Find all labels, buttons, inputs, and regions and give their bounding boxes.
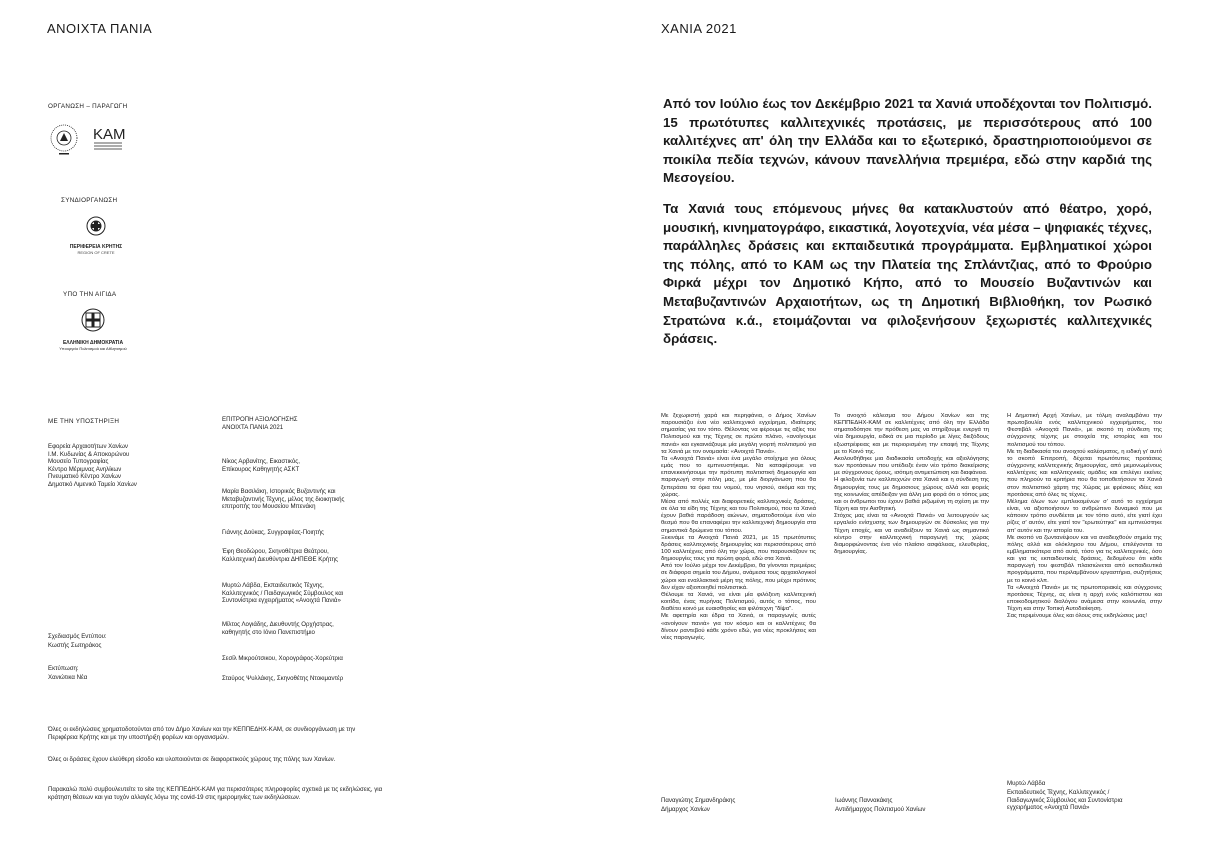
hellenic-subtitle: Υπουργείο Πολιτισμού και Αθλητισμού xyxy=(59,346,127,351)
design-credit-name: Κωστής Σωτηράκος xyxy=(48,642,102,649)
auspices-label: ΥΠΟ ΤΗΝ ΑΙΓΙΔΑ xyxy=(63,291,117,298)
crete-logo-subtitle: REGION OF CRETE xyxy=(77,250,115,255)
crete-region-logo xyxy=(66,215,126,255)
committee-member: Σταύρος Ψυλλάκης, Σκηνοθέτης Ντοκιμαντέρ xyxy=(222,675,344,682)
crete-logo-title: ΠΕΡΙΦΕΡΕΙΑ ΚΡΗΤΗΣ xyxy=(69,244,123,250)
right-page-title: ΧΑΝΙΑ 2021 xyxy=(661,21,737,36)
mayor-signature-name: Παναγιώτης Σημανδηράκης xyxy=(661,797,736,804)
lead-paragraph-2: Τα Χανιά τους επόμενους μήνες θα κατακλυστούν από θέατρο, χορό, μουσική, κινηματογράφο, εικαστικά, λογοτεχνία, νέα μέσα – ψηφιακές τέχνες, παράλληλες δράσεις και εκπαιδευτικά προγράμματα. Εμβληματικοί χώροι της πόλης, από το ΚΑΜ ως την Πλατεία της Σπλάντζιας, από το Φρούριο Φιρκά μέχρι τον Δημοτικό Κήπο, από το Μουσείο Βυζαντινών και Μεταβυζαντινών Αρχαιοτήτων, ως τη Δημοτική Βιβλιοθήκη, τον Ρωσικό Στρατώνα κ.ά., ετοιμάζονται να φιλοξενήσουν ξεχωριστές καλλιτεχνικές δράσεις. xyxy=(663,201,1152,347)
committee-member: Νίκος Αρβανίτης, Εικαστικός, Επίκουρος Καθηγητής ΑΣΚΤ xyxy=(222,458,300,473)
mayor-signature-role: Δήμαρχος Χανίων xyxy=(661,806,710,813)
footer-note: Όλες οι δράσεις έχουν ελεύθερη είσοδο και υλοποιούνται σε διαφορετικούς χώρους της πόλης των Χανίων. xyxy=(48,756,336,763)
organization-label: ΟΡΓΑΝΩΣΗ – ΠΑΡΑΓΩΓΗ xyxy=(48,103,128,110)
committee-member: Μυρτώ Λάβδα, Εκπαιδευτικός Τέχνης, Καλλιτεχνικός / Παιδαγωγικός Σύμβουλος και Συντονίστρια εγχειρήματος «Ανοιχτά Πανιά» xyxy=(222,582,344,605)
footer-note: Όλες οι εκδηλώσεις χρηματοδοτούνται από τον Δήμο Χανίων και την ΚΕΠΠΕΔΗΧ-ΚΑΜ, σε συνδιοργάνωση με την Περιφέρεια Κρήτης και με την υποστήριξη φορέων και οργανισμών. xyxy=(48,726,356,741)
hellenic-title: ΕΛΛΗΝΙΚΗ ΔΗΜΟΚΡΑΤΙΑ xyxy=(62,340,124,346)
kam-logo xyxy=(92,122,128,156)
support-list: Εφορεία Αρχαιοτήτων Χανίων Ι.Μ. Κυδωνίας & Αποκορώνου Μουσείο Τυπογραφίας Κέντρο Μέριμνας Ανηλίκων Πνευματικό Κέντρο Χανίων Δημοτικό Λιμενικό Ταμείο Χανίων xyxy=(48,443,137,488)
coordinator-signature-role: Εκπαιδευτικός Τέχνης, Καλλιτεχνικός / Παιδαγωγικός Σύμβουλος και Συντονίστρια εγχειρήματος «Ανοιχτά Πανιά» xyxy=(1007,789,1123,812)
committee-member: Έφη Θεοδώρου, Σκηνοθέτρια Θεάτρου, Καλλιτεχνική Διευθύντρια ΔΗΠΕΘΕ Κρήτης xyxy=(222,548,338,563)
print-credit-name: Χανιώτικα Νέα xyxy=(48,674,88,681)
kam-logo-text: KAM xyxy=(93,126,126,143)
coordinator-signature-name: Μυρτώ Λάβδα xyxy=(1007,780,1046,787)
committee-member: Σεσίλ Μικρούτσικου, Χορογράφος-Χορεύτρια xyxy=(222,655,343,662)
committee-member: Μίλτος Λογιάδης, Διευθυντής Ορχήστρας, καθηγητής στο Ιόνιο Πανεπιστήμιο xyxy=(222,621,334,636)
coordinator-message: Η Δημοτική Αρχή Χανίων, με τόλμη αναλαμβάνει την πρωτοβουλία ενός καλλιτεχνικού εγχειρήματος, του Φεστιβάλ «Ανοιχτά Πανιά», με σκοπό τη σύνδεση της σύγχρονης τέχνης με στοιχεία της ιστορίας και του πολιτισμού του τόπου. Με τη διαδικασία του ανοιχτού καλέσματος, η ειδική γι' αυτό το σκοπό Επιτροπή, δέχεται πρωτότυπες προτάσεις σύγχρονης καλλιτεχνικής δημιουργίας, από μεμονωμένους καλλιτέχνες και καλλιτεχνικές ομάδες και επιλέγει εκείνες που πληρούν τα κριτήρια που θα τοποθετήσουν τα Χανιά στον πολιτιστικό χάρτη της Χώρας με φρέσκιες ιδέες και προτάσεις από όλες τις τέχνες. Μέλημα όλων των εμπλεκομένων σ' αυτό το εγχείρημα είναι, να αξιοποιήσουν το ανθρώπινο δυναμικό που με κάποιον τρόπο συνδέεται με τον τόπο αυτό, είτε γιατί έχει ρίζες σ' αυτόν, είτε γιατί τον "ερωτεύτηκε" και εμπνεύστηκε απ' αυτόν και την ιστορία του. Με σκοπό να ζωντανέψουν και να αναδειχθούν σημεία της πόλης αλλά και ολόκληρου του Δήμου, επιλέγονται τα εμβληματικότερα από αυτά, τόσο για τις καλλιτεχνικές, όσο και για τις εκπαιδευτικές δράσεις, δεδομένου ότι κάθε παραγωγή του φεστιβάλ πλαισιώνεται από εκπαιδευτικά προγράμματα, που περιλαμβάνουν εργαστήρια, συζητήσεις με το κοινό κλπ. Τα «Ανοιχτά Πανιά» με τις πρωτοποριακές και σύγχρονες προτάσεις Τέχνης, ας είναι η αρχή ενός καλόπιστου και εποικοδομητικού διαλόγου ανάμεσα στην κοινωνία, στην Τέχνη και στην Τοπική Αυτοδιοίκηση. Σας περιμένουμε όλες και όλους στις εκδηλώσεις μας! xyxy=(1007,413,1162,620)
footer-note: Παρακαλώ πολύ συμβουλευτείτε το site της ΚΕΠΠΕΔΗΧ-ΚΑΜ για περισσότερες πληροφορίες σχετικά με τις εκδηλώσεις, για κράτηση θέσεων και για τυχόν αλλαγές λόγω της covid-19 στις ημερομηνίες των εκδηλώσεων. xyxy=(48,786,383,801)
committee-label: ΕΠΙΤΡΟΠΗ ΑΞΙΟΛΟΓΗΣΗΣ ΑΝΟΙΧΤΑ ΠΑΝΙΑ 2021 xyxy=(222,416,298,431)
left-page-title: ΑΝΟΙΧΤΑ ΠΑΝΙΑ xyxy=(47,21,153,36)
lead-paragraph-1: Από τον Ιούλιο έως τον Δεκέμβριο 2021 τα Χανιά υποδέχονται τον Πολιτισμό. 15 πρωτότυπες καλλιτεχνικές προτάσεις, με περισσότερους από 100 καλλιτέχνες απ' όλη την Ελλάδα και το εξωτερικό, δραστηριοποιούμενοι σε ποικίλα πεδία τεχνών, κάνουν πανελλήνια πρεμιέρα, εδώ στην καρδιά της Μεσογείου. xyxy=(663,96,1152,186)
committee-member: Γιάννης Δούκας, Συγγραφέας-Ποιητής xyxy=(222,529,324,536)
deputy-signature-name: Ιωάννης Παννακάκης xyxy=(835,797,893,804)
deputy-signature-role: Αντιδήμαρχος Πολιτισμού Χανίων xyxy=(835,806,926,813)
committee-member: Μαρία Βασιλάκη, Ιστορικός Βυζαντινής και Μεταβυζαντινής Τέχνης, μέλος της διοικητικής επιτροπής του Μουσείου Μπενάκη xyxy=(222,488,345,511)
municipality-seal-logo xyxy=(47,119,81,159)
mayor-message: Με ξεχωριστή χαρά και περηφάνια, ο Δήμος Χανίων παρουσιάζει ένα νέο καλλιτεχνικό εγχείρημα, ιδιαίτερης σημασίας για τον τόπο. Θέλοντας να φέρουμε τις αξίες του Πολιτισμού και της Τέχνης σε πρώτο πλάνο, «ανοίγουμε πανιά» και εγκαινιάζουμε μία μεγάλη γιορτή πολιτισμού για τα Χανιά με τον ονομασία: «Ανοιχτά Πανιά». Τα «Ανοιχτά Πανιά» είναι ένα μεγάλο στοίχημα για όλους εμάς που το εμπνευστήκαμε. Να καταφέρουμε να επανεκκινήσουμε την πρότυπη πολιτιστική δημιουργία και παραγωγή στην πόλη μας, με μία διοργάνωση που θα ξεπεράσει τα όρια του νομού, του νησιού, ακόμα και της χώρας. Μέσα από πολλές και διαφορετικές καλλιτεχνικές δράσεις, σε όλα τα είδη της Τέχνης και του Πολιτισμού, που τα Χανιά έχουν βαθιά παράδοση αιώνων, σηματοδοτούμε ένα νέο θεσμό που θα επαναφέρει την καλλιτεχνική δημιουργία στα σημαντικά δρώμενα του τόπου. Ξεκινάμε τα Ανοιχτά Πανιά 2021, με 15 πρωτότυπες δράσεις καλλιτεχνικής δημιουργίας και περισσότερους από 100 καλλιτέχνες από όλη την χώρα, που παρουσιάζουν τις δημιουργίες τους για πρώτη φορά, εδώ στα Χανιά. Από τον Ιούλιο μέχρι τον Δεκέμβριο, θα γίνονται πρεμιέρες σε διάφορα σημεία του Δήμου, ανάμεσα τους αρχαιολογικοί χώροι και εναλλακτικά μέρη της πόλης, που μέχρι πρότινος δεν είχαν αξιοποιηθεί πολιτιστικά. Θέλουμε τα Χανιά, να είναι μία φιλόξενη καλλιτεχνική κοιτίδα, ένας πυρήνας Πολιτισμού, αυτός ο τόπος, που διαθέτει κοινό με ευαισθησίες και φιλότεχνη "δίψα". Με αφετηρία και έδρα τα Χανιά, οι παραγωγές αυτές «ανοίγουν πανιά» για τον κόσμο και οι καλλιτέχνες θα δίνουν ραντεβού κάθε χρόνο εδώ, για νέες προκλήσεις και νέες παραγωγές. xyxy=(661,413,816,641)
hellenic-republic-emblem xyxy=(48,307,138,353)
print-credit-label: Εκτύπωση: xyxy=(48,665,79,672)
support-label: ΜΕ ΤΗΝ ΥΠΟΣΤΗΡΙΞΗ xyxy=(48,418,120,425)
coorganization-label: ΣΥΝΔΙΟΡΓΑΝΩΣΗ xyxy=(61,197,118,204)
deputy-mayor-message: Το ανοιχτό κάλεσμα του Δήμου Χανίων και της ΚΕΠΠΕΔΗΧ-ΚΑΜ σε καλλιτέχνες από όλη την Ελλάδα σηματοδότησε την πρόθεση μας να στηρίξουμε ενεργά τη νέα δημιουργία, ειδικά σε μια περίοδο με λίγες διεξόδους εξωστρέφειας και με περιορισμένη την επαφή της Τέχνης με το Κοινό της. Ακολουθήθηκε μια διαδικασία υποδοχής και αξιολόγησης των προτάσεων που υπέδειξε έναν νέο τρόπο διακείρισης με σύγχρονους όρους, ισότιμη αντιμετώπιση και διαφάνεια. Η φιλοξενία των καλλιτεχνών στα Χανιά και η σύνδεση της δημιουργίας τους με δημοσιους χώρους αλλά και φορείς της κοινωνίας απέδειξαν για άλλη μια φορά ότι ο τόπος μας και οι άνθρωποι του έχουν βαθιά ριζωμένη τη σχέση με την Τέχνη και την Αισθητική. Στόχος μας είναι τα «Ανοιχτά Πανιά» να λειτουργούν ως εργαλείο ενίσχυσης των δημιουργών σε δύσκολες για την Τέχνη εποχές, και να αναδείξουν τα Χανιά ως σημαντικό κέντρο στην καλλιτεχνική παραγωγή της χώρας διαμορφώνοντας ένα νέο πλαίσιο ασφάλειας, ελευθερίας, δημιουργίας. xyxy=(834,413,989,555)
design-credit-label: Σχεδιασμός Εντύπου: xyxy=(48,633,107,640)
